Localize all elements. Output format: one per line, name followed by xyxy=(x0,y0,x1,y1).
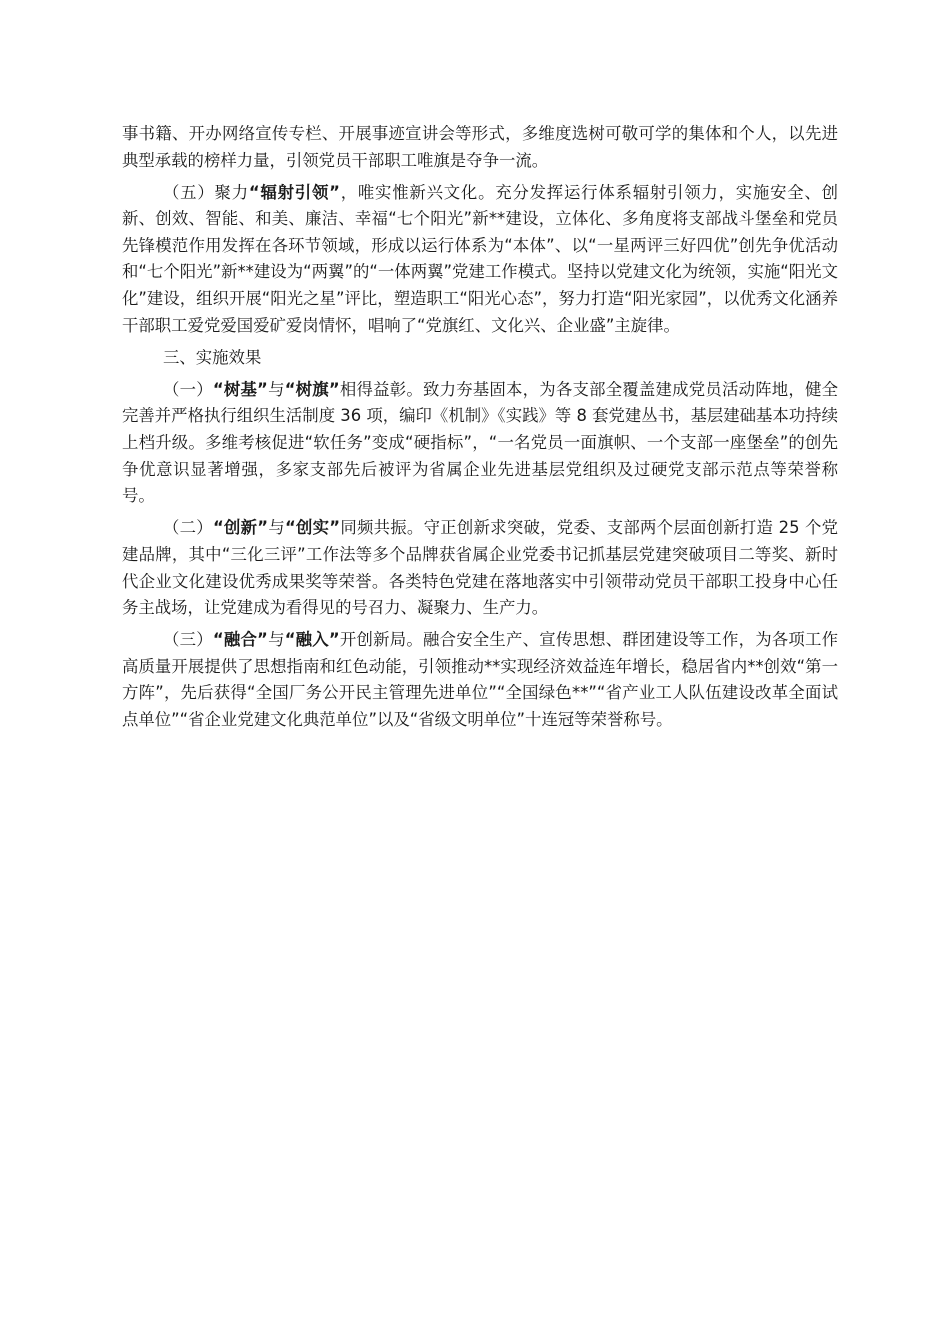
paragraph-intro-continuation xyxy=(122,121,838,174)
bold-keyword: “融合” xyxy=(212,630,268,650)
bold-keyword: “树旗” xyxy=(284,379,340,399)
text-run: 与 xyxy=(267,379,285,399)
text-run: 与 xyxy=(267,630,285,650)
section-heading-implementation-effects xyxy=(122,345,838,372)
heading-text: 三、实施效果 xyxy=(163,347,262,367)
text-run: 同频共振。守正创新求突破，党委、支部两个层面创新打造 25 个党建品牌，其中“三化三评”工作法等多个品牌获省属企业党委书记抓基层党建突破项目二等奖、新时代企业文化建设优秀成果奖等荣誉。各类特色党建在落地落实中引领带动党员干部职工投身中心任务主战场，让党建成为看得见的号召力、凝聚力、生产力。 xyxy=(122,518,839,618)
paragraph-effect-2 xyxy=(122,515,838,621)
bold-keyword: “树基” xyxy=(212,379,268,399)
bold-keyword: “创实” xyxy=(284,518,341,538)
bold-keyword: “创新” xyxy=(212,518,269,538)
text-run: ，唯实惟新兴文化。充分发挥运行体系辐射引领力，实施安全、创新、创效、智能、和美、廉洁、幸福“七个阳光”新**建设，立体化、多角度将支部战斗堡垒和党员先锋模范作用发挥在各环节领域，形成以运行体系为“本体”、以“一星两评三好四优”创先争优活动和“七个阳光”新**建设为“两翼”的“一体两翼”党建工作模式。坚持以党建文化为统领，实施“阳光文化”建设，组织开展“阳光之星”评比，塑造职工“阳光心态”，努力打造“阳光家园”，以优秀文化涵养干部职工爱党爱国爱矿爱岗情怀，唱响了“党旗红、文化兴、企业盛”主旋律。 xyxy=(122,182,839,335)
paragraph-section-5 xyxy=(122,180,838,340)
bold-keyword: “融入” xyxy=(284,630,340,650)
bold-keyword: “辐射引领” xyxy=(248,182,340,202)
text-run: （二） xyxy=(163,518,213,538)
text-run: （一） xyxy=(163,379,213,399)
text-run: 事书籍、开办网络宣传专栏、开展事迹宣讲会等形式，多维度选树可敬可学的集体和个人，以先进典型承载的榜样力量，引领党员干部职工唯旗是夺争一流。 xyxy=(122,124,838,170)
paragraph-effect-3 xyxy=(122,627,838,733)
text-run: 开创新局。融合安全生产、宣传思想、群团建设等工作，为各项工作高质量开展提供了思想指南和红色动能，引领推动**实现经济效益连年增长，稳居省内**创效“第一方阵”，先后获得“全国厂务公开民主管理先进单位”“全国绿色**”“省产业工人队伍建设改革全面试点单位”“省企业党建文化典范单位”以及“省级文明单位”十连冠等荣誉称号。 xyxy=(122,630,839,729)
text-run: （五）聚力 xyxy=(163,182,249,202)
text-run: 与 xyxy=(268,518,285,538)
text-run: 相得益彰。致力夯基固本，为各支部全覆盖建成党员活动阵地，健全完善并严格执行组织生活制度 36 项，编印《机制》《实践》等 8 套党建丛书，基层建础基本功持续上档升级。多维考核促进“软任务”变成“硬指标”，“一名党员一面旗帜、一个支部一座堡垒”的创先争优意识显著增强，多家支部先后被评为省属企业先进基层党组织及过硬党支部示范点等荣誉称号。 xyxy=(122,379,839,506)
text-run: （三） xyxy=(163,630,213,650)
document-body xyxy=(122,121,838,739)
paragraph-effect-1 xyxy=(122,377,838,510)
